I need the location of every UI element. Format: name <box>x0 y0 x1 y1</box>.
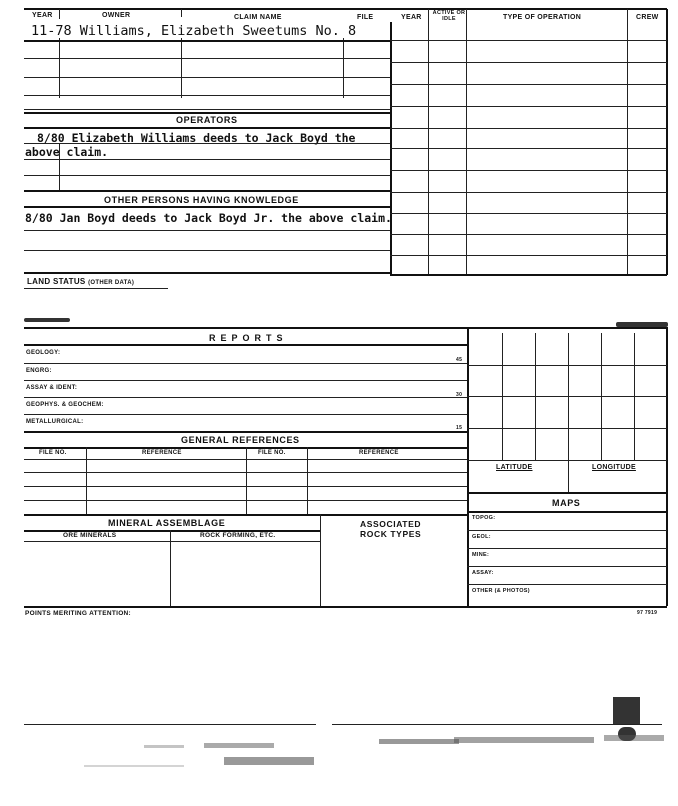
reports-title: REPORTS <box>209 333 288 343</box>
maps-row: ASSAY: <box>472 570 494 576</box>
mineral-title: MINERAL ASSEMBLAGE <box>108 518 226 528</box>
ref-col-ref-1: REFERENCE <box>142 450 182 456</box>
ref-col-ref-2: REFERENCE <box>359 450 399 456</box>
operators-line-2: above claim. <box>25 145 109 159</box>
header-claim-name: CLAIM NAME <box>234 14 282 21</box>
knowledge-title: OTHER PERSONS HAVING KNOWLEDGE <box>104 195 299 205</box>
maps-row: GEOL: <box>472 534 491 540</box>
maps-row: OTHER (& PHOTOS) <box>472 588 530 594</box>
rock-types-label: ROCK TYPES <box>360 529 422 539</box>
report-row: ENGRG: <box>26 368 52 374</box>
operators-line-1: 8/80 Elizabeth Williams deeds to Jack Boyd the <box>37 131 356 145</box>
header-file: FILE <box>357 14 374 21</box>
header-owner: OWNER <box>102 12 131 19</box>
report-num: 45 <box>456 357 463 363</box>
ore-minerals-label: ORE MINERALS <box>63 532 117 539</box>
maps-row: MINE: <box>472 552 490 558</box>
header-crew: CREW <box>636 14 659 21</box>
header-year: YEAR <box>32 12 53 19</box>
report-row: METALLURGICAL: <box>26 419 84 425</box>
form-code: 97 7919 <box>637 610 658 616</box>
header-year-right: YEAR <box>401 14 422 21</box>
report-row: ASSAY & IDENT: <box>26 385 78 391</box>
black-square-mark <box>613 697 640 724</box>
associated-label: ASSOCIATED <box>360 519 422 529</box>
points-meriting-attention: POINTS MERITING ATTENTION: <box>25 610 132 617</box>
report-num: 15 <box>456 425 463 431</box>
maps-title: MAPS <box>552 498 581 508</box>
report-row: GEOPHYS. & GEOCHEM: <box>26 402 104 408</box>
claim-entry: 11-78 Williams, Elizabeth Sweetums No. 8 <box>31 23 357 39</box>
longitude-label: LONGITUDE <box>592 464 636 471</box>
ref-col-file-2: FILE NO. <box>258 450 286 456</box>
scan-noise <box>24 725 667 775</box>
knowledge-line-1: 8/80 Jan Boyd deeds to Jack Boyd Jr. the above claim. <box>25 211 392 225</box>
header-type-operation: TYPE OF OPERATION <box>503 14 582 21</box>
header-active-idle: ACTIVE OR IDLE <box>432 10 466 22</box>
ref-col-file-1: FILE NO. <box>39 450 67 456</box>
report-num: 30 <box>456 392 463 398</box>
maps-row: TOPOG: <box>472 515 496 521</box>
general-references-title: GENERAL REFERENCES <box>181 435 300 445</box>
latitude-label: LATITUDE <box>496 464 533 471</box>
land-status-label: LAND STATUS (OTHER DATA) <box>27 277 135 286</box>
operators-title: OPERATORS <box>176 115 238 125</box>
report-row: GEOLOGY: <box>26 350 61 356</box>
rock-forming-label: ROCK FORMING, ETC. <box>200 532 276 539</box>
